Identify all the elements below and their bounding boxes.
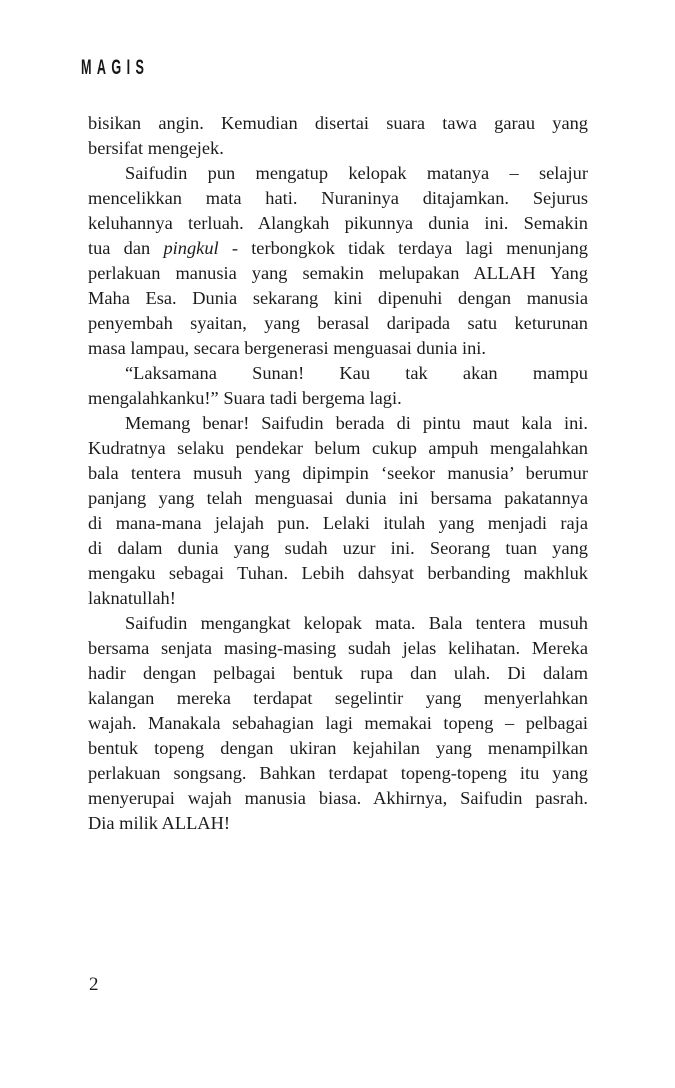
text-line: bentuk topeng dengan ukiran kejahilan yang menampilkan: [88, 738, 588, 758]
text-line: Saifudin mengangkat kelopak mata. Bala tentera musuh: [125, 613, 588, 633]
paragraph: [88, 111, 588, 161]
text-line: panjang yang telah menguasai dunia ini bersama pakatannya: [88, 488, 588, 508]
running-head: [81, 56, 195, 78]
text-segment: tua dan: [88, 238, 164, 258]
book-title: MAGIS: [81, 56, 150, 79]
paragraph: [88, 611, 588, 836]
italic-text: pingkul: [163, 238, 219, 258]
text-line: bala tentera musuh yang dipimpin ‘seekor manusia’ berumur: [88, 463, 588, 483]
text-line: bisikan angin. Kemudian disertai suara tawa garau yang: [88, 113, 588, 133]
text-line: Memang benar! Saifudin berada di pintu maut kala ini.: [125, 413, 588, 433]
text-line: di mana-mana jelajah pun. Lelaki itulah yang menjadi raja: [88, 513, 588, 533]
text-line: perlakuan manusia yang semakin melupakan ALLAH Yang: [88, 263, 588, 283]
paragraph: [88, 161, 588, 361]
text-line: Dia milik ALLAH!: [88, 813, 230, 833]
text-line: bersifat mengejek.: [88, 138, 224, 158]
text-line: kalangan mereka terdapat segelintir yang menyerlahkan: [88, 688, 588, 708]
paragraph: [88, 411, 588, 611]
text-line: wajah. Manakala sebahagian lagi memakai topeng – pelbagai: [88, 713, 588, 733]
text-line: perlakuan songsang. Bahkan terdapat topeng-topeng itu yang: [88, 763, 588, 783]
body-text: [88, 111, 588, 836]
page-number: 2: [89, 974, 99, 995]
text-line: Kudratnya selaku pendekar belum cukup ampuh mengalahkan: [88, 438, 588, 458]
text-line: mengalahkanku!” Suara tadi bergema lagi.: [88, 388, 402, 408]
text-line: bersama senjata masing-masing sudah jelas kelihatan. Mereka: [88, 638, 588, 658]
text-line: mencelikkan mata hati. Nuraninya ditajamkan. Sejurus: [88, 188, 588, 208]
text-line: Maha Esa. Dunia sekarang kini dipenuhi dengan manusia: [88, 288, 588, 308]
text-line: di dalam dunia yang sudah uzur ini. Seorang tuan yang: [88, 538, 588, 558]
text-line: laknatullah!: [88, 588, 176, 608]
paragraph: [88, 361, 588, 411]
text-line: menyerupai wajah manusia biasa. Akhirnya, Saifudin pasrah.: [88, 788, 588, 808]
text-line: [88, 236, 588, 261]
text-line: hadir dengan pelbagai bentuk rupa dan ulah. Di dalam: [88, 663, 588, 683]
text-line: “Laksamana Sunan! Kau tak akan mampu: [125, 363, 588, 383]
text-line: masa lampau, secara bergenerasi menguasai dunia ini.: [88, 338, 486, 358]
text-line: mengaku sebagai Tuhan. Lebih dahsyat berbanding makhluk: [88, 563, 588, 583]
text-line: keluhannya terluah. Alangkah pikunnya dunia ini. Semakin: [88, 213, 588, 233]
text-line: Saifudin pun mengatup kelopak matanya – selajur: [125, 163, 588, 183]
text-segment: - terbongkok tidak terdaya lagi menunjang: [218, 238, 589, 258]
text-line: penyembah syaitan, yang berasal daripada satu keturunan: [88, 313, 588, 333]
